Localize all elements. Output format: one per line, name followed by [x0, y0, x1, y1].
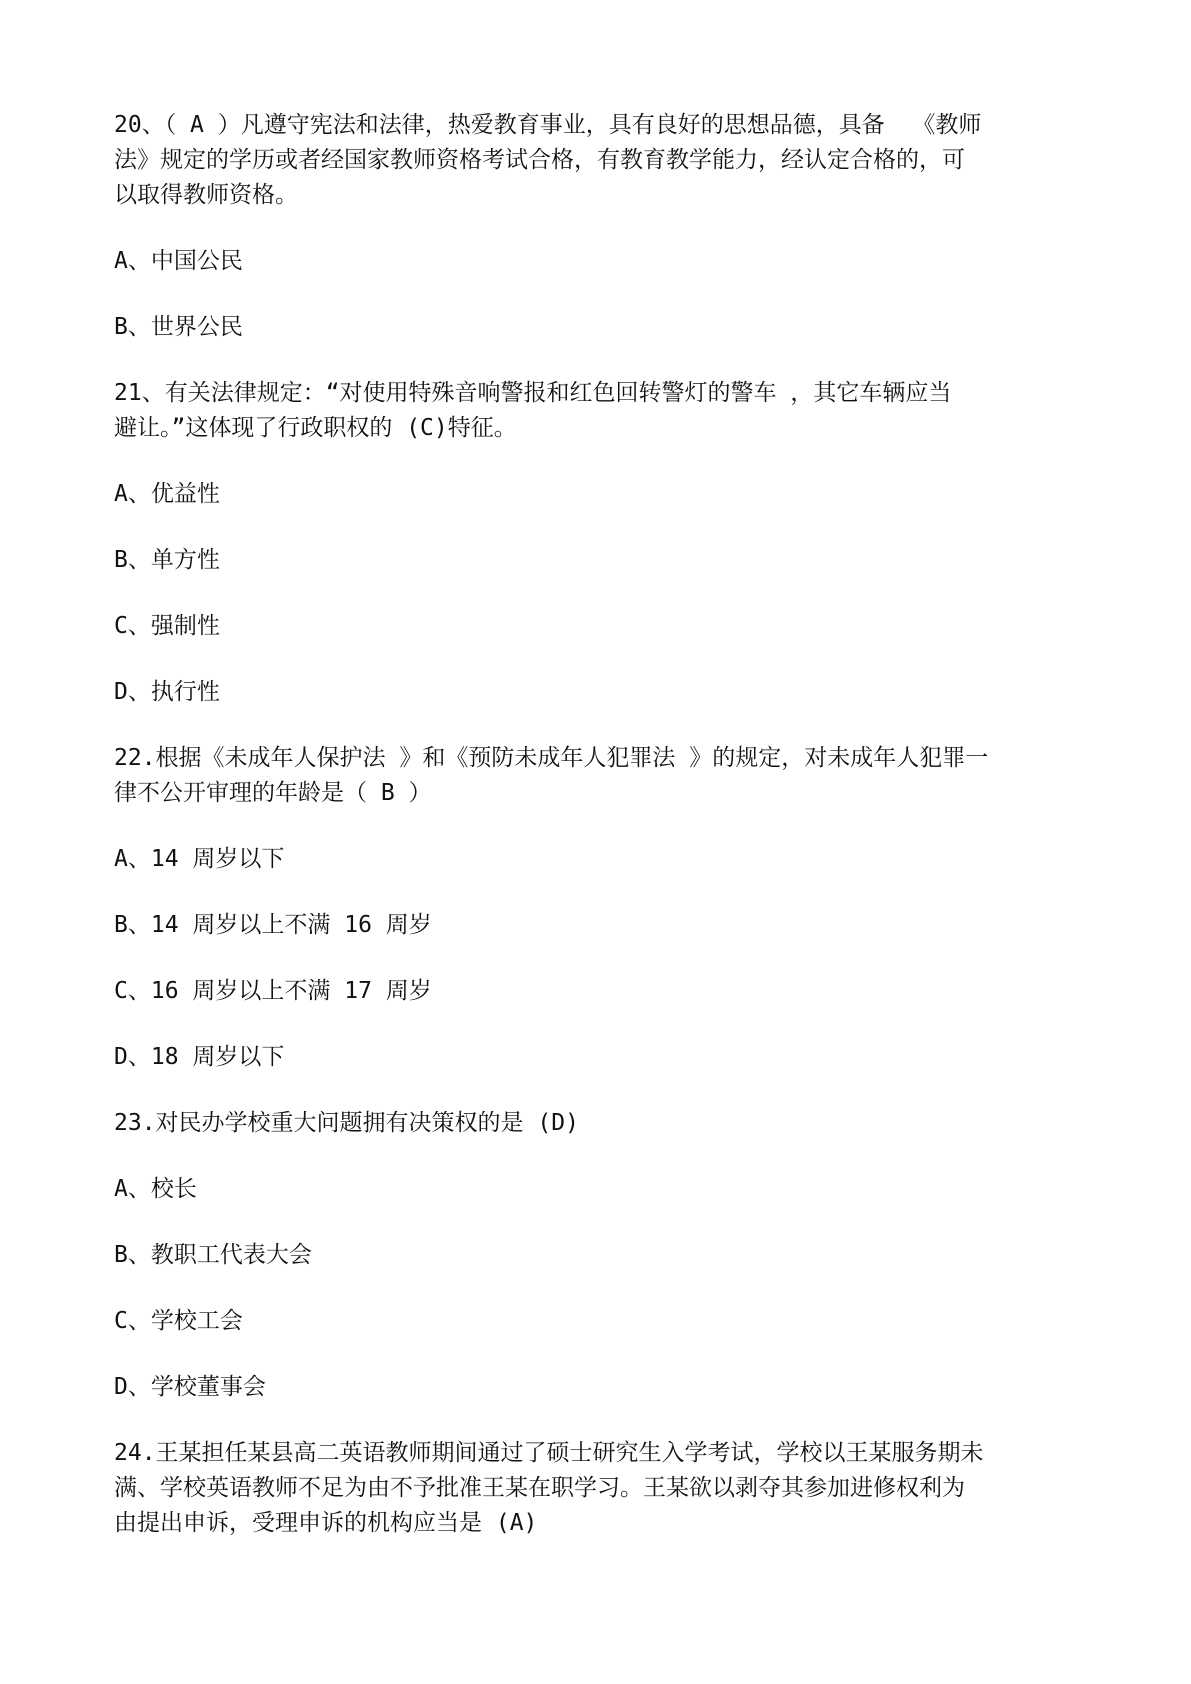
question-text-line: 23.对民办学校重大问题拥有决策权的是 (D) — [114, 1110, 579, 1136]
option-a: A、中国公民 — [114, 248, 243, 274]
question-text-line: 满、学校英语教师不足为由不予批准王某在职学习。王某欲以剥夺其参加进修权利为 — [114, 1475, 965, 1501]
question-text-line: 由提出申诉，受理申诉的机构应当是 (A) — [114, 1510, 538, 1536]
option-b: B、世界公民 — [114, 314, 243, 340]
question-text-line: 法》规定的学历或者经国家教师资格考试合格，有教育教学能力，经认定合格的，可 — [114, 147, 965, 173]
option-d: D、学校董事会 — [114, 1374, 266, 1400]
question-24 — [114, 1436, 1074, 1541]
question-text-line: 避让。”这体现了行政职权的 (C)特征。 — [114, 415, 517, 441]
question-text-line: 20、（ A ）凡遵守宪法和法律，热爱教育事业，具有良好的思想品德，具备 《教师 — [114, 112, 982, 138]
option-b: B、单方性 — [114, 547, 220, 573]
question-23 — [114, 1106, 1074, 1141]
option-c: C、学校工会 — [114, 1308, 243, 1334]
option-c: C、强制性 — [114, 613, 220, 639]
option-b: B、教职工代表大会 — [114, 1242, 312, 1268]
option-a: A、校长 — [114, 1176, 197, 1202]
option-a: A、优益性 — [114, 481, 220, 507]
document-page — [114, 108, 1074, 1572]
option-d: D、执行性 — [114, 679, 220, 705]
question-22 — [114, 741, 1074, 811]
question-21 — [114, 376, 1074, 446]
question-text-line: 22.根据《未成年人保护法 》和《预防未成年人犯罪法 》的规定，对未成年人犯罪一 — [114, 745, 989, 771]
question-text-line: 以取得教师资格。 — [114, 182, 298, 208]
question-text-line: 律不公开审理的年龄是（ B ） — [114, 780, 432, 806]
question-text-line: 21、有关法律规定：“对使用特殊音响警报和红色回转警灯的警车 ，其它车辆应当 — [114, 380, 952, 406]
option-c: C、16 周岁以上不满 17 周岁 — [114, 978, 432, 1004]
option-d: D、18 周岁以下 — [114, 1044, 285, 1070]
option-a: A、14 周岁以下 — [114, 846, 285, 872]
question-20 — [114, 108, 1074, 213]
question-text-line: 24.王某担任某县高二英语教师期间通过了硕士研究生入学考试，学校以王某服务期未 — [114, 1440, 984, 1466]
option-b: B、14 周岁以上不满 16 周岁 — [114, 912, 432, 938]
